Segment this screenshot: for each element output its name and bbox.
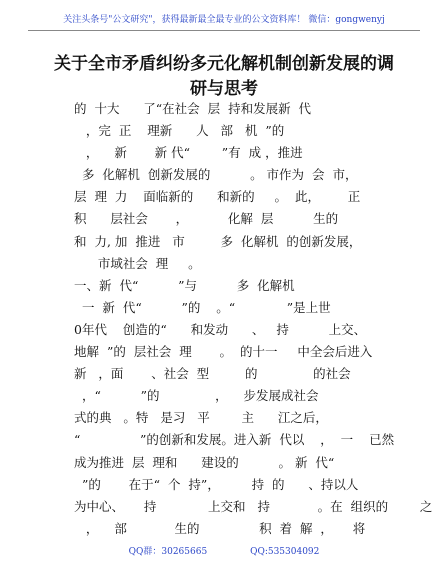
body-line: 和 力, 加 推进 市 多 化解机 的创新发展，	[74, 233, 362, 249]
section-heading: 一、新 代“ ”与 多 化解机	[74, 277, 295, 293]
page-footer	[0, 544, 448, 557]
body-line: ”的 在于“ 个 持”， 持 的 、持以人	[74, 476, 359, 492]
body-line: 一 新 代“ ”的 。“ ”是上世	[74, 299, 331, 315]
body-line: ，完 正 理新 人 部 机 ”的	[74, 123, 285, 139]
body-line: 的 十大 了“在社会 层 持和发展新 代	[74, 101, 312, 116]
body-line: 式的典 。特 是习 平 主 江之后，	[74, 410, 328, 426]
title-line-2: 研与思考	[190, 79, 258, 99]
title-line-1: 关于全市矛盾纠纷多元化解机制创新发展的调	[54, 54, 394, 74]
qq-number: QQ:535304092	[250, 547, 320, 557]
body-line: 积 层社会 ， 化解 层 生的	[74, 211, 339, 227]
document-title	[40, 52, 408, 102]
body-line: 新 ，面 、社会 型 的 的社会	[74, 366, 351, 382]
body-line: 为中心、 持 上交和 持 。在 组织的 之	[74, 498, 433, 514]
body-line: “ ”的创新和发展。进入新 代以 ， 一 已然	[74, 432, 395, 448]
body-line: 多 化解机 创新发展的 。 市作为 会 市，	[74, 167, 358, 183]
body-line: 成为推进 层 理和 建设的 。 新 代“	[74, 454, 335, 470]
page-header-banner: 关注头条号"公文研究"，获得最新最全最专业的公文资料库！ 微信：gongwenyj	[63, 15, 385, 25]
body-line: 地解 ”的 层社会 理 。 的十一 中全会后进入	[74, 344, 373, 360]
body-line: ，“ ”的 ， 步发展成社会	[74, 388, 319, 404]
body-line: ， 部 生的 积 着 解 ， 将	[74, 520, 366, 536]
body-line: ， 新 新 代“ ”有 成 ，推进	[74, 145, 303, 161]
document-body	[74, 98, 433, 540]
body-line: 0年代 创造的“ 和发动 、 持 上交、	[74, 321, 367, 337]
body-line: 市域社会 理 。	[74, 255, 201, 271]
qq-group-number: QQ群：30265665	[128, 547, 208, 557]
header-divider	[28, 30, 420, 31]
body-line: 层 理 力 面临新的 和新的 。 此， 正	[74, 189, 361, 205]
